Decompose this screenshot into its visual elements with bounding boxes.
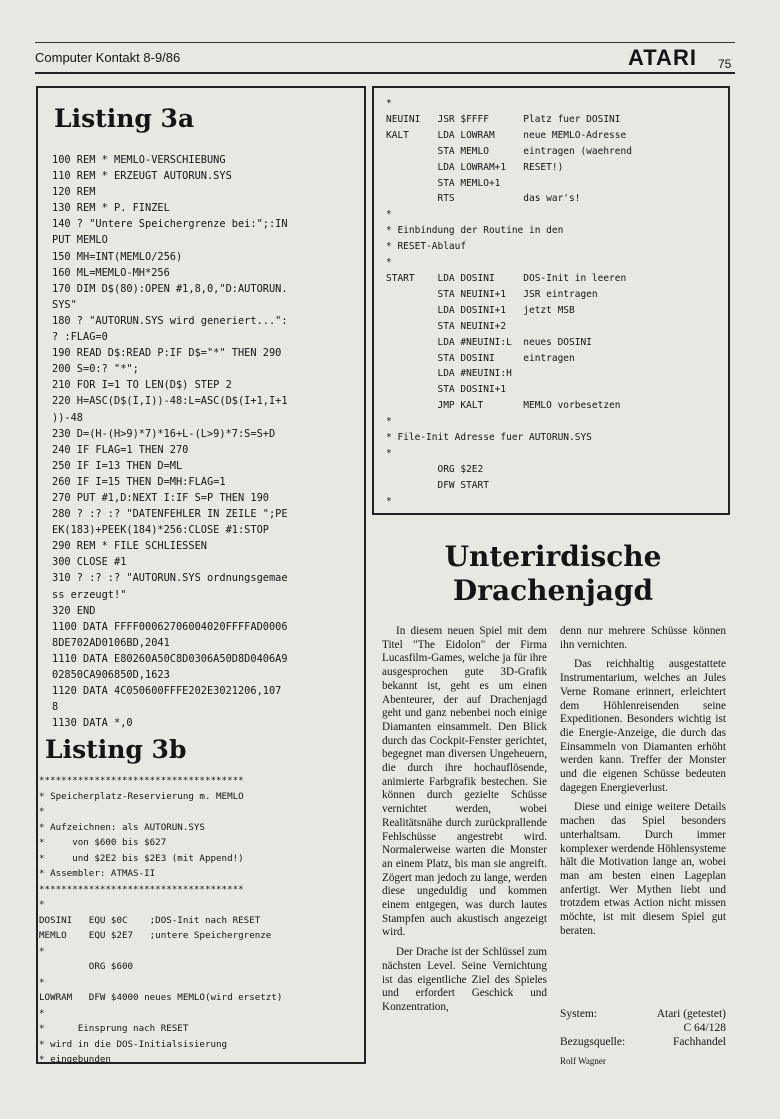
article-title-line-1: Unterirdische	[444, 540, 662, 573]
article-column-2	[560, 625, 726, 944]
source-value: Fachhandel	[672, 1036, 726, 1048]
source-label: Bezugsquelle:	[560, 1036, 626, 1048]
article-paragraph: Das reichhaltig ausgestattete Instrumentarium, welches an Jules Verne Romane erinnert, erleichtert dem Höhlenreisenden seine Expeditionen. Besonders wichtig ist die Energie-Anzeige, die durch das Einsammeln von Diamanten erhöht werden kann. Treffer der Monster und die eigenen Schüsse bedeuten dagegen Energieverlust.	[560, 658, 726, 794]
article-paragraph: In diesem neuen Spiel mit dem Titel "The Eidolon" der Firma Lucasfilm-Games, welche ja für ihre ausgesprochen gute 3D-Grafik bekannt ist, geht es um einen Abenteurer, der auf Drachenjagd geht und ganz nebenbei noch einige Diamanten einsammelt. Den Blick durch das Cockpit-Fenster gerichtet, begegnet man diversen Ungeheuern, die durch ihre hochauflösende, animierte Farbgrafik bestechen. Sie können durch gezielte Schüsse vernichtet werden, wobei Realitätsnähe durch zurückprallende Fehlschüsse angestrebt wird. Normalerweise warten die Monster an einem Platz, bis man sie angreift. Zögert man jedoch zu lange, werden diese ungeduldig und kommen einem entgegen, was durch lautes Stampfen auch akustisch angezeigt wird.	[382, 625, 547, 939]
article-title-line-2: Drachenjagd	[452, 574, 654, 607]
listing-3b-title: Listing 3b	[45, 735, 187, 764]
header-rule	[35, 72, 735, 74]
listing-3a-title: Listing 3a	[54, 104, 195, 133]
system-value-atari: Atari (getestet)	[656, 1008, 726, 1020]
listing-3b-code: ************************************* * Speicherplatz-Reservierung m. MEMLO * * Aufzeichnen: als AUTORUN.SYS * von $600 bis $627 * und $2E2 bis $2E3 (mit Append!) * Assembler: ATMAS-II ************************************* * DOSINI EQU $0C ;DOS-Init nach RESET MEMLO EQU $2E7 ;untere Speichergrenze * ORG $600 * LOWRAM DFW $4000 neues MEMLO(wird ersetzt) * * Einsprung nach RESET * wird in die DOS-Initialsisierung * eingebunden	[39, 775, 283, 1065]
article-paragraph: Diese und einige weitere Details machen das Spiel besonders unterhaltsam. Durch immer komplexer werdende Höhlensysteme hält die Motivation lange an, wobei man am besten einen Lageplan anfertigt. Wer Mythen liebt und trotzdem etwas Action nicht missen möchte, ist mit diesem Spiel gut beraten.	[560, 801, 726, 937]
author-credit: Rolf Wagner	[560, 1056, 606, 1066]
system-label: System:	[560, 1008, 598, 1020]
listing-continuation-code: * NEUINI JSR $FFFF Platz fuer DOSINI KALT LDA LOWRAM neue MEMLO-Adresse STA MEMLO eintragen (waehrend LDA LOWRAM+1 RESET!) STA MEMLO+1 RTS das war's! * * Einbindung der Routine in den * RESET-Ablauf * START LDA DOSINI DOS-Init in leeren STA NEUINI+1 JSR eintragen LDA DOSINI+1 jetzt MSB STA NEUINI+2 LDA #NEUINI:L neues DOSINI STA DOSINI eintragen LDA #NEUINI:H STA DOSINI+1 JMP KALT MEMLO vorbesetzen * * File-Init Adresse fuer AUTORUN.SYS * ORG $2E2 DFW START *	[386, 98, 632, 507]
article-title	[378, 540, 728, 608]
article-column-1	[382, 625, 547, 1021]
top-rule	[35, 42, 735, 43]
section-logo: ATARI	[628, 45, 697, 70]
article-paragraph: denn nur mehrere Schüsse können ihn vernichten.	[560, 625, 726, 651]
system-value-c64: C 64/128	[683, 1022, 726, 1034]
article-paragraph: Der Drache ist der Schlüssel zum nächsten Level. Seine Vernichtung ist das eigentliche Ziel des Spieles und erfordert Geschick und Konzentration,	[382, 946, 547, 1013]
magazine-title: Computer Kontakt 8-9/86	[35, 50, 181, 65]
listing-3a-code: 100 REM * MEMLO-VERSCHIEBUNG 110 REM * ERZEUGT AUTORUN.SYS 120 REM 130 REM * P. FINZEL 140 ? "Untere Speichergrenze bei:";:IN PUT MEMLO 150 MH=INT(MEMLO/256) 160 ML=MEMLO-MH*256 170 DIM D$(80):OPEN #1,8,0,"D:AUTORUN. SYS" 180 ? "AUTORUN.SYS wird generiert...": ? :FLAG=0 190 READ D$:READ P:IF D$="*" THEN 290 200 S=0:? "*"; 210 FOR I=1 TO LEN(D$) STEP 2 220 H=ASC(D$(I,I))-48:L=ASC(D$(I+1,I+1 ))-48 230 D=(H-(H>9)*7)*16+L-(L>9)*7:S=S+D 240 IF FLAG=1 THEN 270 250 IF I=13 THEN D=ML 260 IF I=15 THEN D=MH:FLAG=1 270 PUT #1,D:NEXT I:IF S=P THEN 190 280 ? :? :? "DATENFEHLER IN ZEILE ";PE EK(183)+PEEK(184)*256:CLOSE #1:STOP 290 REM * FILE SCHLIESSEN 300 CLOSE #1 310 ? :? :? "AUTORUN.SYS ordnungsgemae ss erzeugt!" 320 END 1100 DATA FFFF00062706004020FFFFAD0006 8DE702AD0106BD,2041 1110 DATA E80260A50C8D0306A50D8D0406A9 02850CA906850D,1623 1120 DATA 4C050600FFFE202E3021206,107 8 1130 DATA *,0	[52, 154, 288, 730]
page-number: 75	[718, 57, 732, 71]
